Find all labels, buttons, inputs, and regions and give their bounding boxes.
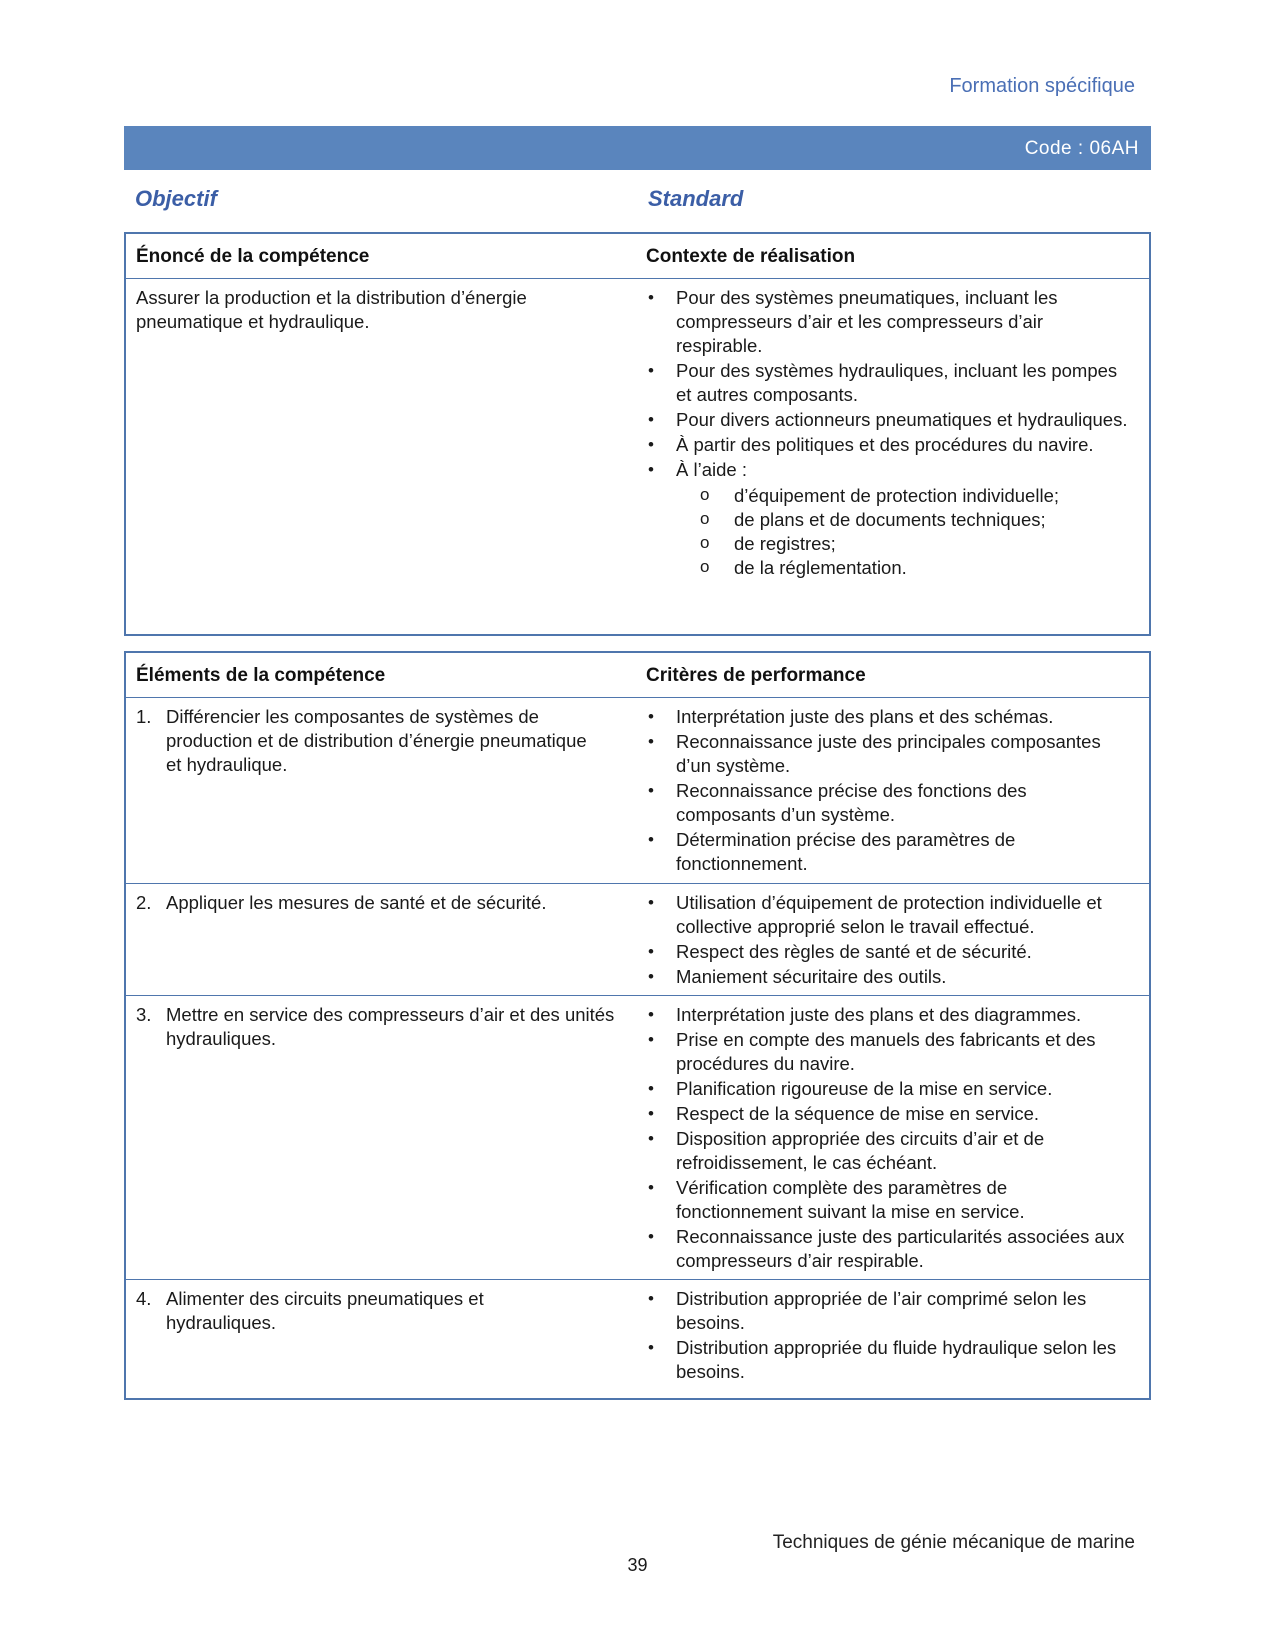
criteria-list [646,1287,1131,1385]
program-label: Formation spécifique [949,75,1135,97]
context-item-label: À l’aide : [676,459,747,480]
row-divider [126,883,1149,884]
element-number: 1. [136,706,152,727]
element-number: 3. [136,1004,152,1025]
criteria-item: • Maniement sécuritaire des outils. [646,965,1131,989]
criteria-item: • Reconnaissance juste des particularités associées aux compresseurs d’air respirable. [646,1225,1131,1273]
footer-program-name: Techniques de génie mécanique de marine [772,1532,1135,1553]
context-list [646,286,1131,581]
page-number: 39 [627,1555,648,1575]
code-bar [124,126,1151,170]
context-item: • À partir des politiques et des procédures du navire. [646,433,1131,457]
row-divider [126,1279,1149,1280]
competency-code: Code : 06AH [1024,138,1139,159]
standard-heading: Standard [648,186,744,211]
criteres-heading: Critères de performance [646,665,866,686]
criteria-item: • Utilisation d’équipement de protection individuelle et collective approprié selon le travail effectué. [646,891,1131,939]
context-item: • Pour divers actionneurs pneumatiques et hydrauliques. [646,408,1131,432]
elements-table [124,651,1151,1400]
competence-table [124,232,1151,636]
context-subitem: o d’équipement de protection individuelle; [676,484,1131,508]
criteria-list [646,1003,1131,1274]
criteria-item: • Distribution appropriée de l’air comprimé selon les besoins. [646,1287,1131,1335]
element-number: 2. [136,892,152,913]
header-divider [126,697,1149,698]
context-subitem: o de la réglementation. [676,556,1131,580]
context-subitem: o de plans et de documents techniques; [676,508,1131,532]
criteria-item: • Interprétation juste des plans et des schémas. [646,705,1131,729]
element-text: Mettre en service des compresseurs d’air et des unités hydrauliques. [166,1004,615,1049]
context-item [646,458,1131,580]
element-item [136,705,636,777]
element-item [136,891,636,915]
objectif-heading: Objectif [135,186,217,211]
criteria-item: • Prise en compte des manuels des fabricants et des procédures du navire. [646,1028,1131,1076]
element-number: 4. [136,1288,152,1309]
context-item: • Pour des systèmes hydrauliques, incluant les pompes et autres composants. [646,359,1131,407]
criteria-list [646,705,1131,877]
element-item [136,1287,636,1335]
criteria-item: • Planification rigoureuse de la mise en service. [646,1077,1131,1101]
elements-heading: Éléments de la compétence [136,665,386,686]
element-item [136,1003,636,1051]
context-item: • Pour des systèmes pneumatiques, incluant les compresseurs d’air et les compresseurs d’air respirable. [646,286,1131,358]
criteria-item: • Reconnaissance précise des fonctions des composants d’un système. [646,779,1131,827]
criteria-item: • Interprétation juste des plans et des diagrammes. [646,1003,1131,1027]
criteria-item: • Reconnaissance juste des principales composantes d’un système. [646,730,1131,778]
enonce-heading: Énoncé de la compétence [136,246,370,267]
criteria-item: • Détermination précise des paramètres de fonctionnement. [646,828,1131,876]
criteria-list [646,891,1131,990]
criteria-item: • Respect des règles de santé et de sécurité. [646,940,1131,964]
contexte-heading: Contexte de réalisation [646,246,856,267]
header-divider [126,278,1149,279]
competence-statement: Assurer la production et la distribution d’énergie pneumatique et hydraulique. [136,287,527,332]
element-text: Appliquer les mesures de santé et de sécurité. [166,892,547,913]
element-text: Alimenter des circuits pneumatiques et hydrauliques. [166,1288,484,1333]
criteria-item: • Distribution appropriée du fluide hydraulique selon les besoins. [646,1336,1131,1384]
criteria-item: • Disposition appropriée des circuits d’air et de refroidissement, le cas échéant. [646,1127,1131,1175]
criteria-item: • Respect de la séquence de mise en service. [646,1102,1131,1126]
criteria-item: • Vérification complète des paramètres de fonctionnement suivant la mise en service. [646,1176,1131,1224]
row-divider [126,995,1149,996]
context-subitem: o de registres; [676,532,1131,556]
element-text: Différencier les composantes de systèmes de production et de distribution d’énergie pneumatique et hydraulique. [166,706,587,775]
